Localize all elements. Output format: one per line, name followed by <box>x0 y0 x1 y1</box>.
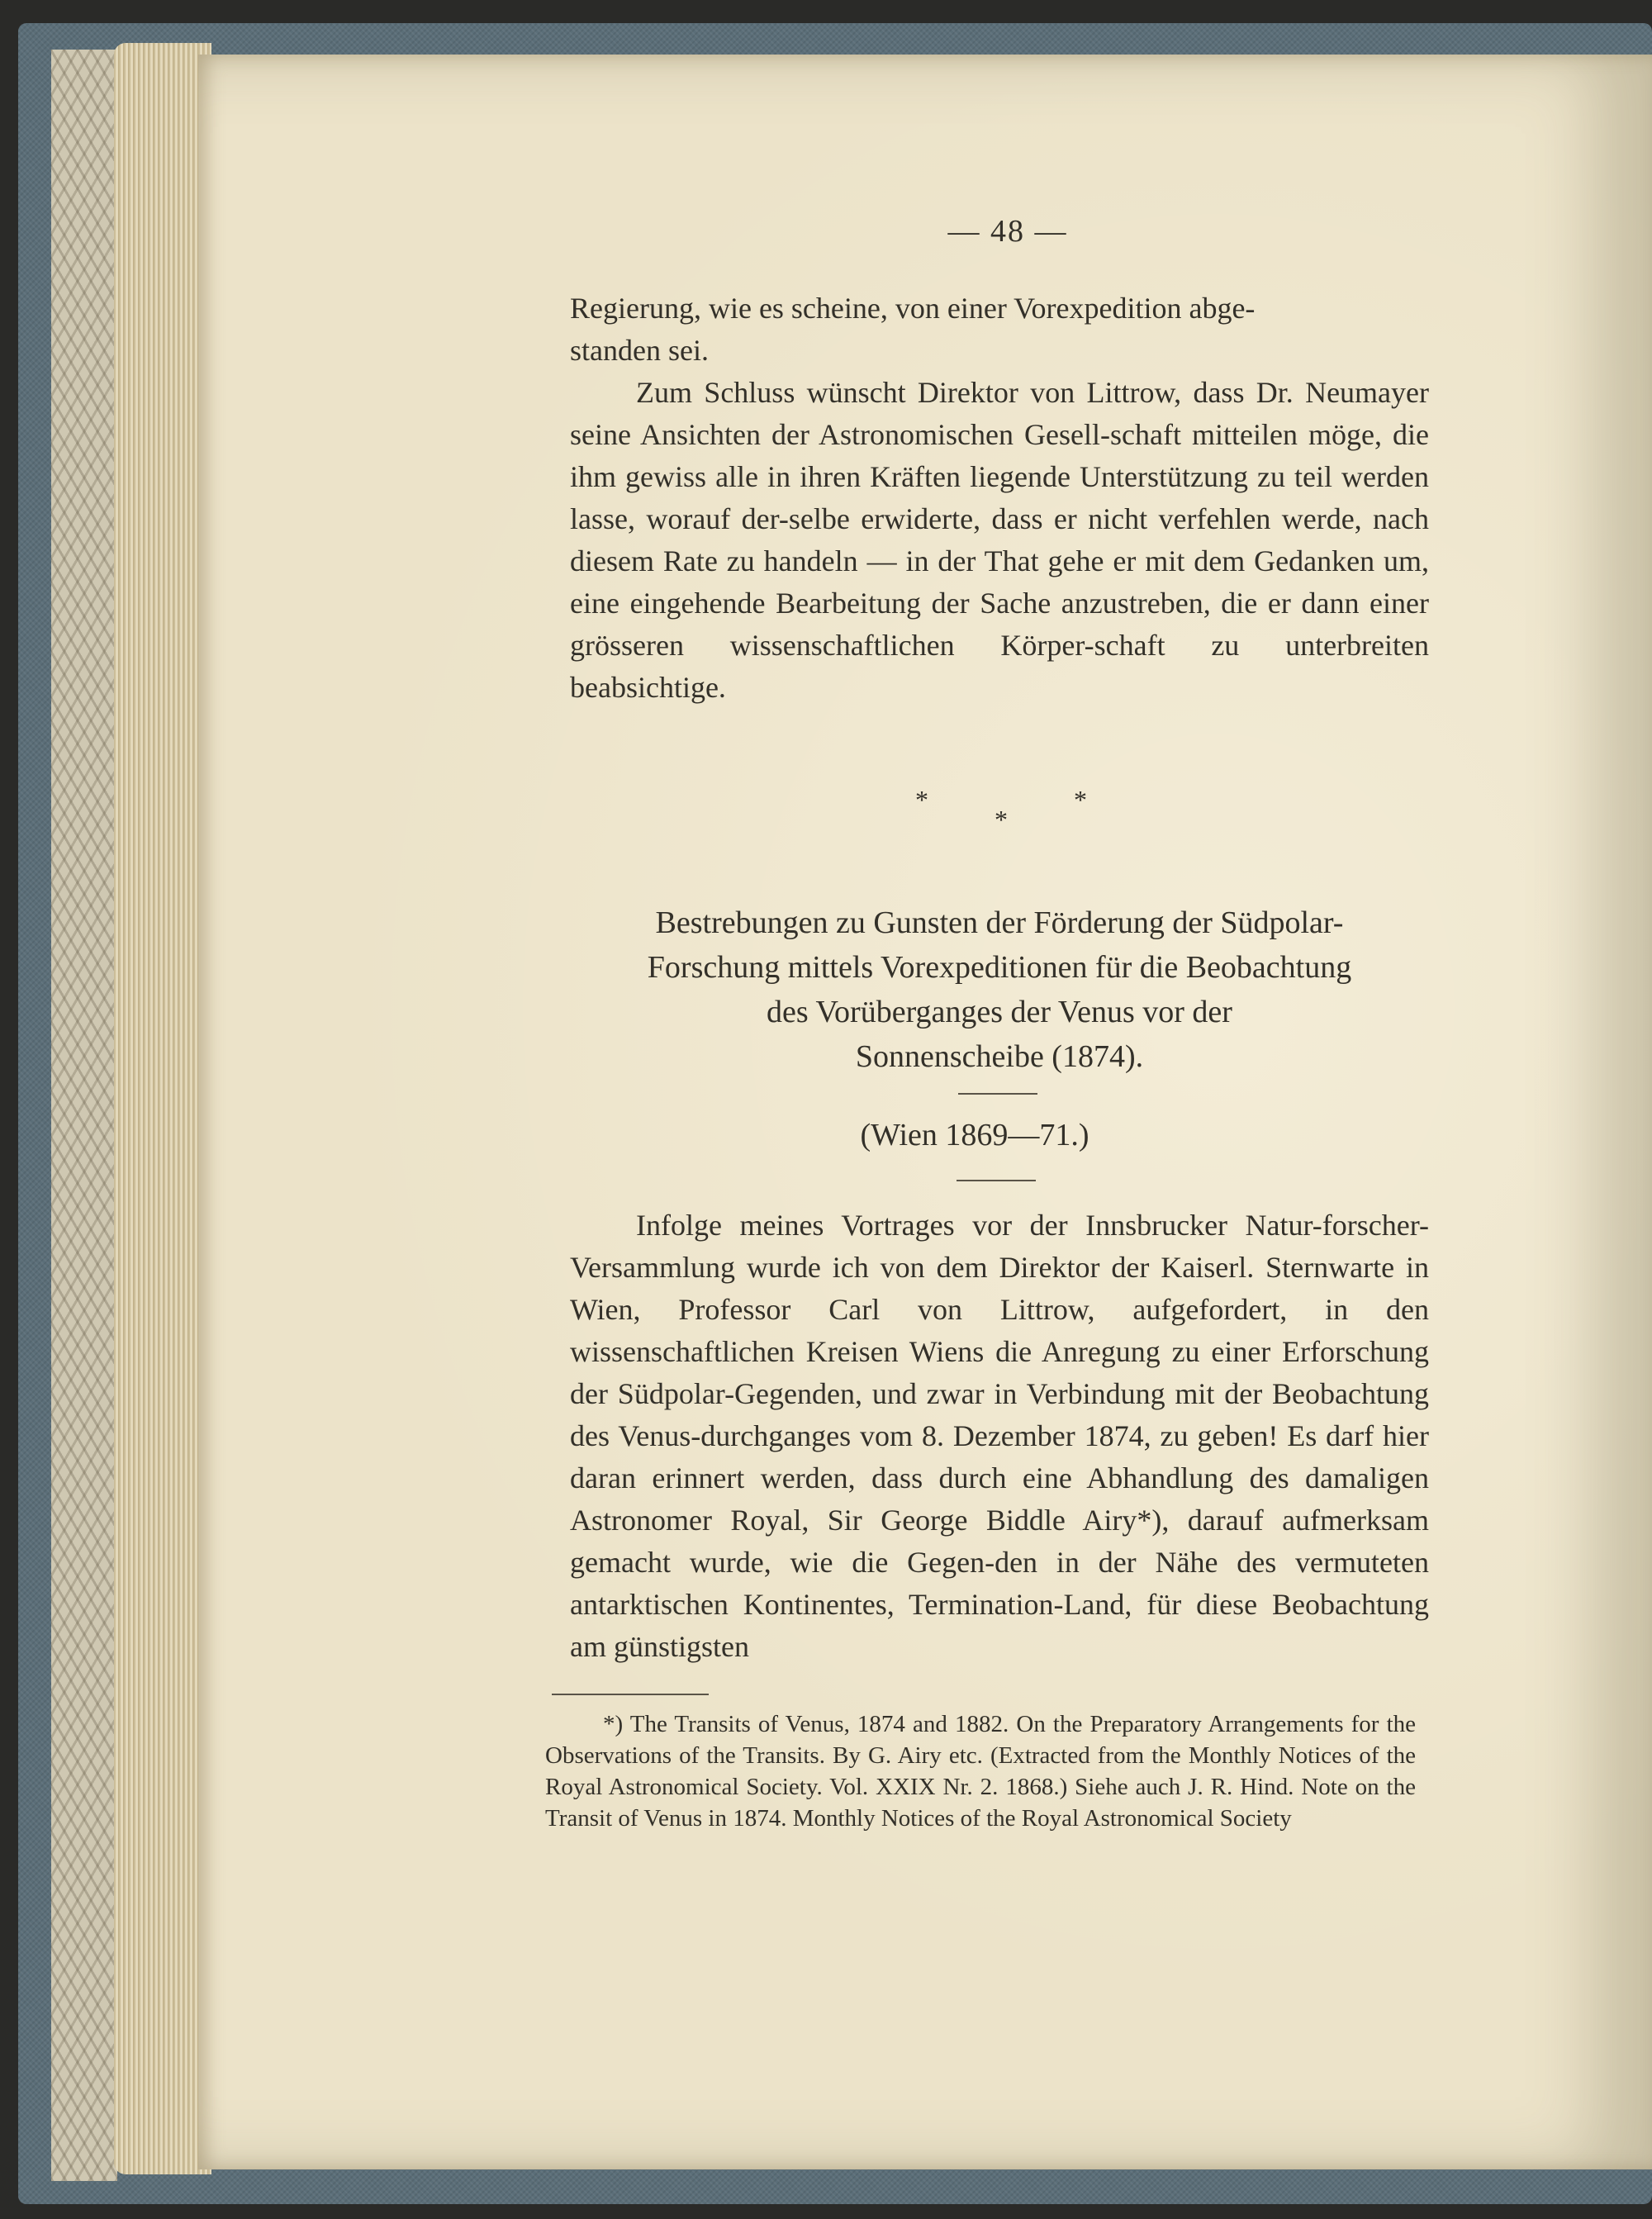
paragraph-text: Infolge meines Vortrages vor der Innsbrucker Natur-forscher-Versammlung wurde ich von dem Direktor der Kaiserl. Sternwarte in Wien, Professor Carl von Littrow, aufgefordert, in den wissenschaftlichen Kreisen Wiens die Anregung zu einer Erforschung der Südpolar-Gegenden, und zwar in Verbindung mit der Beobachtung des Venus-durchganges vom 8. Dezember 1874, zu geben! Es darf hier daran erinnert werden, dass durch eine Abhandlung des damaligen Astronomer Royal, Sir George Biddle Airy*), darauf aufmerksam gemacht wurde, wie die Gegen-den in der Nähe des vermuteten antarktischen Kontinentes, Termination-Land, für diese Beobachtung am günstigsten <box>570 1209 1429 1663</box>
date-line: (Wien 1869—71.) <box>860 1118 1089 1152</box>
paragraph-line: Regierung, wie es scheine, von einer Vorexpedition abge- <box>570 292 1256 325</box>
page-stack-edge <box>114 43 211 2174</box>
paragraph-closing: Zum Schluss wünscht Direktor von Littrow, dass Dr. Neumayer seine Ansichten der Astronomischen Gesell-schaft mitteilen möge, die ihm gewiss alle in ihren Kräften liegende Unterstützung zu teil werden lasse, worauf der-selbe erwiderte, dass er nicht verfehlen werde, nach diesem Rate zu handeln — in der That gehe er mit dem Gedanken um, eine eingehende Bearbeitung der Sache anzustreben, die er dann einer grösseren wissenschaftlichen Körper-schaft zu unterbreiten beabsichtige. <box>570 376 1429 704</box>
footnote-rule <box>552 1694 709 1695</box>
footnote <box>545 1708 1416 1834</box>
section-separator <box>909 785 1099 834</box>
paragraph-line: standen sei. <box>570 334 709 367</box>
paragraph-body <box>570 1205 1429 1668</box>
asterisk: * <box>1074 785 1087 815</box>
footnote-text: *) The Transits of Venus, 1874 and 1882. On the Preparatory Arrangements for the Observations of the Transits. By G. Airy etc. (Extracted from the Monthly Notices of the Royal Astronomical Society. Vol. XXIX Nr. 2. 1868.) Siehe auch J. R. Hind. Note on the Transit of Venus in 1874. Monthly Notices of the Royal Astronomical Society <box>545 1711 1416 1832</box>
marbled-endpaper <box>51 50 117 2181</box>
paragraph-continued <box>570 287 1429 709</box>
page-number: — 48 — <box>947 214 1068 249</box>
asterisk: * <box>995 805 1008 834</box>
title-rule <box>958 1093 1037 1095</box>
section-title <box>570 900 1429 1079</box>
asterisk: * <box>915 785 928 815</box>
title-line: Sonnenscheibe (1874). <box>855 1039 1144 1074</box>
title-line: Bestrebungen zu Gunsten der Förderung der Südpolar- <box>655 905 1344 940</box>
title-line: des Vorüberganges der Venus vor der <box>767 995 1232 1029</box>
title-line: Forschung mittels Vorexpeditionen für die Beobachtung <box>647 950 1352 985</box>
date-rule <box>957 1180 1036 1181</box>
